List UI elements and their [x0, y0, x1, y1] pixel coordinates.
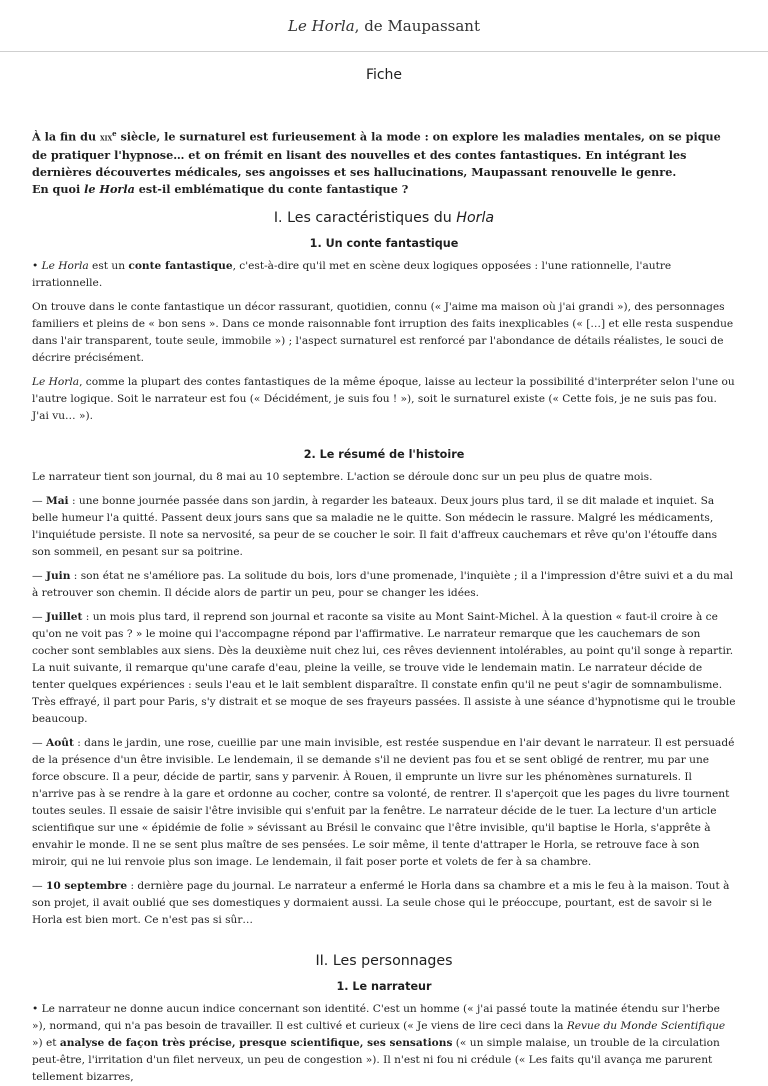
italic-title: Revue du Monde Scientifique: [566, 1019, 726, 1032]
document-header: [0, 0, 768, 52]
italic-title: Le Horla: [41, 259, 89, 272]
section-1-title-italic: Horla: [456, 209, 495, 226]
text: (« un simple malaise, un trouble de la circulation peut-être, l'irritation d'un filet nerveux, un peu de congestion »). Il n'est ni fou ni crédule (« Les faits qu'il avança me parurent tellement bizarres,: [32, 1036, 720, 1083]
bullet: •: [32, 259, 42, 272]
intro-text: À la fin du: [32, 129, 100, 144]
text: , comme la plupart des contes fantastiques de la même époque, laisse au lecteur la possibilité d'interpréter selon l'une ou l'autre logique. Soit le narrateur est fou (« Décidément, je suis fou ! »), soit le surnaturel existe (« Cette fois, je ne suis pas fou. J'ai vu… »).: [32, 375, 735, 422]
bold-term: conte fantastique: [128, 259, 233, 272]
month-label: 10 septembre: [45, 879, 128, 892]
summary-july: [32, 609, 736, 728]
summary-september: [32, 878, 736, 929]
section-1-title-text: I. Les caractéristiques du: [273, 209, 457, 226]
fiche-title: Fiche: [365, 67, 403, 83]
section-2-title: II. Les personnages: [315, 952, 453, 969]
month-label: Mai: [45, 494, 69, 507]
dash: —: [32, 569, 46, 582]
text: : une bonne journée passée dans son jardin, à regarder les bateaux. Deux jours plus tard, il se dit malade et inquiet. Sa belle humeur l'a quitté. Passent deux jours sans que sa maladie ne le quitte. Son médecin le rassure. Malgré les médicaments, l'inquiétude persiste. Il note sa nervosité, sa peur de se coucher le soir. Il fait d'affreux cauchemars et rêve qu'on l'étouffe dans son sommeil, en pesant sur sa poitrine.: [32, 494, 718, 558]
text: : dernière page du journal. Le narrateur a enfermé le Horla dans sa chambre et a mis le feu à la maison. Tout à son projet, il avait oublié que ses domestiques y dormaient aussi. La seule chose qui le préoccupe, pourtant, est de savoir si le Horla est bien mort. Ce n'est pas si sûr…: [32, 879, 730, 926]
section-1-title: [32, 208, 736, 228]
dash: —: [32, 879, 46, 892]
summary-june: [32, 568, 736, 602]
document-body: [0, 67, 768, 1086]
intro-question: En quoi: [32, 181, 85, 196]
subsection-1-2-title: 2. Le résumé de l'histoire: [303, 447, 465, 461]
text: • Le narrateur ne donne aucun indice concernant son identité. C'est un homme (« j'ai passé toute la matinée étendu sur l'herbe »), normand, qui n'a pas besoin de travailler. Il est cultivé et curieux (« Je viens de lire ceci dans la: [32, 1002, 720, 1032]
intro-question-end: est-il emblématique du conte fantastique ?: [134, 181, 409, 196]
paragraph: [32, 258, 736, 292]
month-label: Août: [45, 736, 74, 749]
text: : un mois plus tard, il reprend son journal et raconte sa visite au Mont Saint-Michel. À la question « faut-il croire à ce qu'on ne voit pas ? » le moine qui l'accompagne répond par l'affirmative. Le narrateur remarque que les cauchemars de son cocher sont semblables aux siens. Dès la deuxième nuit chez lui, ces rêves deviennent intolérables, au point qu'il songe à repartir. La nuit suivante, il remarque qu'une carafe d'eau, pleine la veille, se trouve vide le lendemain matin. Le narrateur décide de tenter quelques expériences : seuls l'eau et le lait semblent disparaître. Il constate enfin qu'il ne peut s'agir de somnambulisme. Très effrayé, il part pour Paris, s'y distrait et se moque de ses frayeurs passées. Il assiste à une séance d'hypnotisme qui le trouble beaucoup.: [32, 610, 736, 725]
text: : son état ne s'améliore pas. La solitude du bois, lors d'une promenade, l'inquiète ; il a l'impression d'être suivi et a du mal à retrouver son chemin. Il décide alors de partir un peu, pour se changer les idées.: [32, 569, 734, 599]
intro-paragraph: [32, 125, 736, 198]
bold-term: analyse de façon très précise, presque scientifique, ses sensations: [59, 1036, 453, 1049]
dash: —: [32, 610, 46, 623]
text: ») et: [32, 1036, 60, 1049]
century-suffix: e: [112, 129, 117, 138]
text: , c'est-à-dire qu'il met en scène deux logiques opposées : l'une rationnelle, l'autre irrationnelle.: [32, 259, 672, 289]
paragraph: [32, 1001, 736, 1086]
dash: —: [32, 736, 46, 749]
paragraph: [32, 374, 736, 425]
italic-title: Le Horla: [32, 375, 80, 388]
intro-text-rest: siècle, le surnaturel est furieusement à la mode : on explore les maladies mentales, on se pique de pratiquer l'hypnose… et on frémit en lisant des nouvelles et des contes fantastiques. En intégrant les dernières découvertes médicales, ses angoisses et ses hallucinations, Maupassant renouvelle le genre.: [32, 129, 721, 179]
text: est un: [88, 259, 129, 272]
subsection-2-1-title: 1. Le narrateur: [336, 979, 432, 993]
paragraph: Le narrateur tient son journal, du 8 mai au 10 septembre. L'action se déroule donc sur un peu plus de quatre mois.: [32, 470, 653, 483]
century-numeral: xix: [99, 132, 113, 143]
month-label: Juillet: [45, 610, 83, 623]
text: : dans le jardin, une rose, cueillie par une main invisible, est restée suspendue en l'air devant le narrateur. Il est persuadé de la présence d'un être invisible. Le lendemain, il se demande s'il ne devient pas fou et se sent obligé de rentrer, mu par une force obscure. Il a peur, décide de partir, sans y parvenir. À Rouen, il emprunte un livre sur les phénomènes surnaturels. Il n'arrive pas à se rendre à la gare et ordonne au cocher, contre sa volonté, de rentrer. Il s'aperçoit que les pages du livre tournent toutes seules. Il essaie de saisir l'être invisible qui s'enfuit par la fenêtre. Le narrateur décide de le tuer. La lecture d'un article scientifique sur une « épidémie de folie » sévissant au Brésil le convainc que l'être invisible, qu'il baptise le Horla, s'apprête à envahir le monde. Il ne se sent plus maître de ses pensées. Le soir même, il tente d'attraper le Horla, se retrouve face à son miroir, qui ne lui renvoie plus son image. Le lendemain, il fait poser porte et volets de fer à sa chambre.: [32, 736, 735, 868]
paragraph: On trouve dans le conte fantastique un décor rassurant, quotidien, connu (« J'aime ma maison où j'ai grandi »), des personnages familiers et pleins de « bon sens ». Dans ce monde raisonnable font irruption des faits inexplicables (« […] et elle resta suspendue dans l'air transparent, toute seule, immobile ») ; l'aspect surnaturel est renforcé par l'abondance de détails réalistes, le souci de décrire précisément.: [32, 300, 734, 364]
author-credit: , de Maupassant: [354, 16, 480, 35]
subsection-1-1-title: 1. Un conte fantastique: [309, 236, 459, 250]
dash: —: [32, 494, 46, 507]
summary-may: [32, 493, 736, 561]
work-title: Le Horla: [288, 16, 355, 35]
intro-question-title: le Horla: [84, 181, 135, 196]
summary-august: [32, 735, 736, 871]
month-label: Juin: [45, 569, 71, 582]
